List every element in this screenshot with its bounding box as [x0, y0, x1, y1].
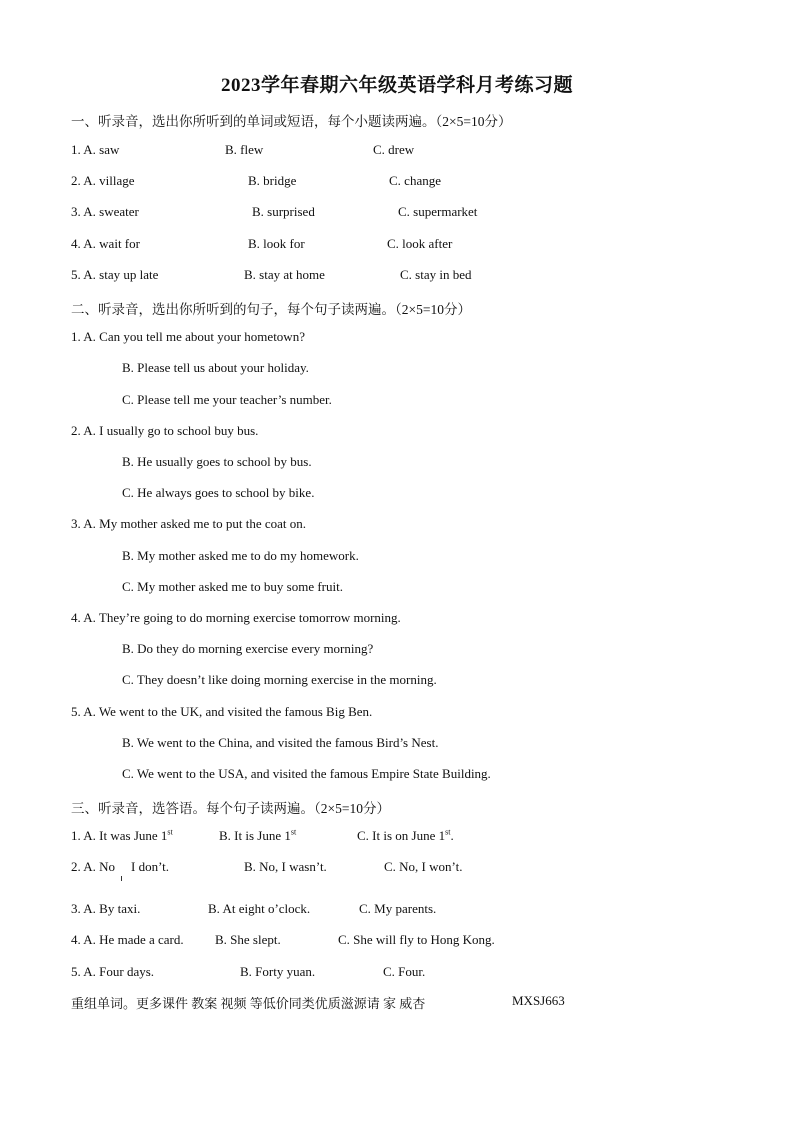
s1-item-2-c: C. change	[389, 173, 441, 188]
section3-heading: 三、听录音，选答语。每个句子读两遍。（2×5=10分）	[71, 801, 390, 816]
page-title: 2023学年春期六年级英语学科月考练习题	[220, 75, 573, 96]
s2-item-1-a: 1. A. Can you tell me about your hometown?	[71, 329, 305, 344]
s3-item-4-c: C. She will fly to Hong Kong.	[338, 932, 495, 947]
s3-item-4-b: B. She slept.	[215, 932, 281, 947]
s1-item-4-c: C. look after	[387, 236, 453, 251]
s3-item-1-a	[71, 828, 173, 844]
s1-item-5-c: C. stay in bed	[400, 267, 472, 282]
s3-item-1-c	[357, 828, 454, 844]
stray-mark	[121, 876, 122, 881]
s3-item-4-a: 4. A. He made a card.	[71, 932, 184, 947]
s2-item-1-b: B. Please tell us about your holiday.	[122, 360, 309, 375]
s3-item-5-a: 5. A. Four days.	[71, 964, 155, 979]
s2-item-1-c: C. Please tell me your teacher’s number.	[122, 392, 332, 407]
s1-item-4-b: B. look for	[248, 236, 305, 251]
s3-item-3-b: B. At eight o’clock.	[208, 901, 311, 916]
s3-item-1-a-text: 1. A. It was June 1	[71, 828, 168, 843]
s3-item-2-c: C. No, I won’t.	[384, 859, 463, 874]
s1-item-1-c: C. drew	[373, 142, 415, 157]
section1-heading: 一、听录音，选出你所听到的单词或短语，每个小题读两遍。（2×5=10分）	[71, 114, 512, 129]
section2-heading: 二、听录音，选出你所听到的句子，每个句子读两遍。（2×5=10分）	[71, 302, 471, 317]
s3-item-1-c-end: .	[450, 828, 454, 843]
s3-item-2-b: B. No, I wasn’t.	[244, 859, 327, 874]
s2-item-2-b: B. He usually goes to school by bus.	[122, 454, 312, 469]
s3-item-5-b: B. Forty yuan.	[240, 964, 316, 979]
s3-item-2-a2: I don’t.	[131, 859, 170, 874]
footer-code: MXSJ663	[512, 993, 565, 1008]
s3-item-3-a: 3. A. By taxi.	[71, 901, 141, 916]
s1-item-3-a: 3. A. sweater	[71, 204, 139, 219]
s2-item-5-b: B. We went to the China, and visited the famous Bird’s Nest.	[122, 735, 439, 750]
s1-item-5-b: B. stay at home	[244, 267, 325, 282]
s1-item-1-a: 1. A. saw	[71, 142, 120, 157]
s2-item-4-a: 4. A. They’re going to do morning exercise tomorrow morning.	[71, 610, 401, 625]
footer-note	[71, 993, 565, 1012]
s1-item-3-c: C. supermarket	[398, 204, 478, 219]
s3-item-5-c: C. Four.	[383, 964, 426, 979]
s2-item-3-c: C. My mother asked me to buy some fruit.	[122, 579, 343, 594]
s2-item-4-b: B. Do they do morning exercise every morning?	[122, 641, 374, 656]
s1-item-1-b: B. flew	[225, 142, 264, 157]
s1-item-2-b: B. bridge	[248, 173, 297, 188]
s2-item-2-a: 2. A. I usually go to school buy bus.	[71, 423, 259, 438]
s1-item-2-a: 2. A. village	[71, 173, 135, 188]
footer-text: 重组单词。更多课件 教案 视频 等低价同类优质滋源请 家 威杏	[71, 996, 426, 1011]
s2-item-2-c: C. He always goes to school by bike.	[122, 485, 315, 500]
s2-item-3-a: 3. A. My mother asked me to put the coat on.	[71, 516, 307, 531]
s3-item-3-c: C. My parents.	[359, 901, 437, 916]
s1-item-3-b: B. surprised	[252, 204, 315, 219]
ordinal-suffix: st	[167, 827, 173, 837]
s3-item-1-b	[219, 828, 296, 844]
s1-item-4-a: 4. A. wait for	[71, 236, 140, 251]
s2-item-4-c: C. They doesn’t like doing morning exercise in the morning.	[122, 672, 437, 687]
s3-item-1-b-text: B. It is June 1	[219, 828, 291, 843]
ordinal-suffix: st	[290, 827, 297, 837]
s2-item-5-c: C. We went to the USA, and visited the famous Empire State Building.	[122, 766, 491, 781]
s3-item-2-a: 2. A. No	[71, 859, 116, 874]
ordinal-suffix: st	[445, 827, 451, 837]
s2-item-3-b: B. My mother asked me to do my homework.	[122, 548, 359, 563]
s1-item-5-a: 5. A. stay up late	[71, 267, 159, 282]
s2-item-5-a: 5. A. We went to the UK, and visited the famous Big Ben.	[71, 704, 373, 719]
s3-item-1-c-text: C. It is on June 1	[357, 828, 446, 843]
